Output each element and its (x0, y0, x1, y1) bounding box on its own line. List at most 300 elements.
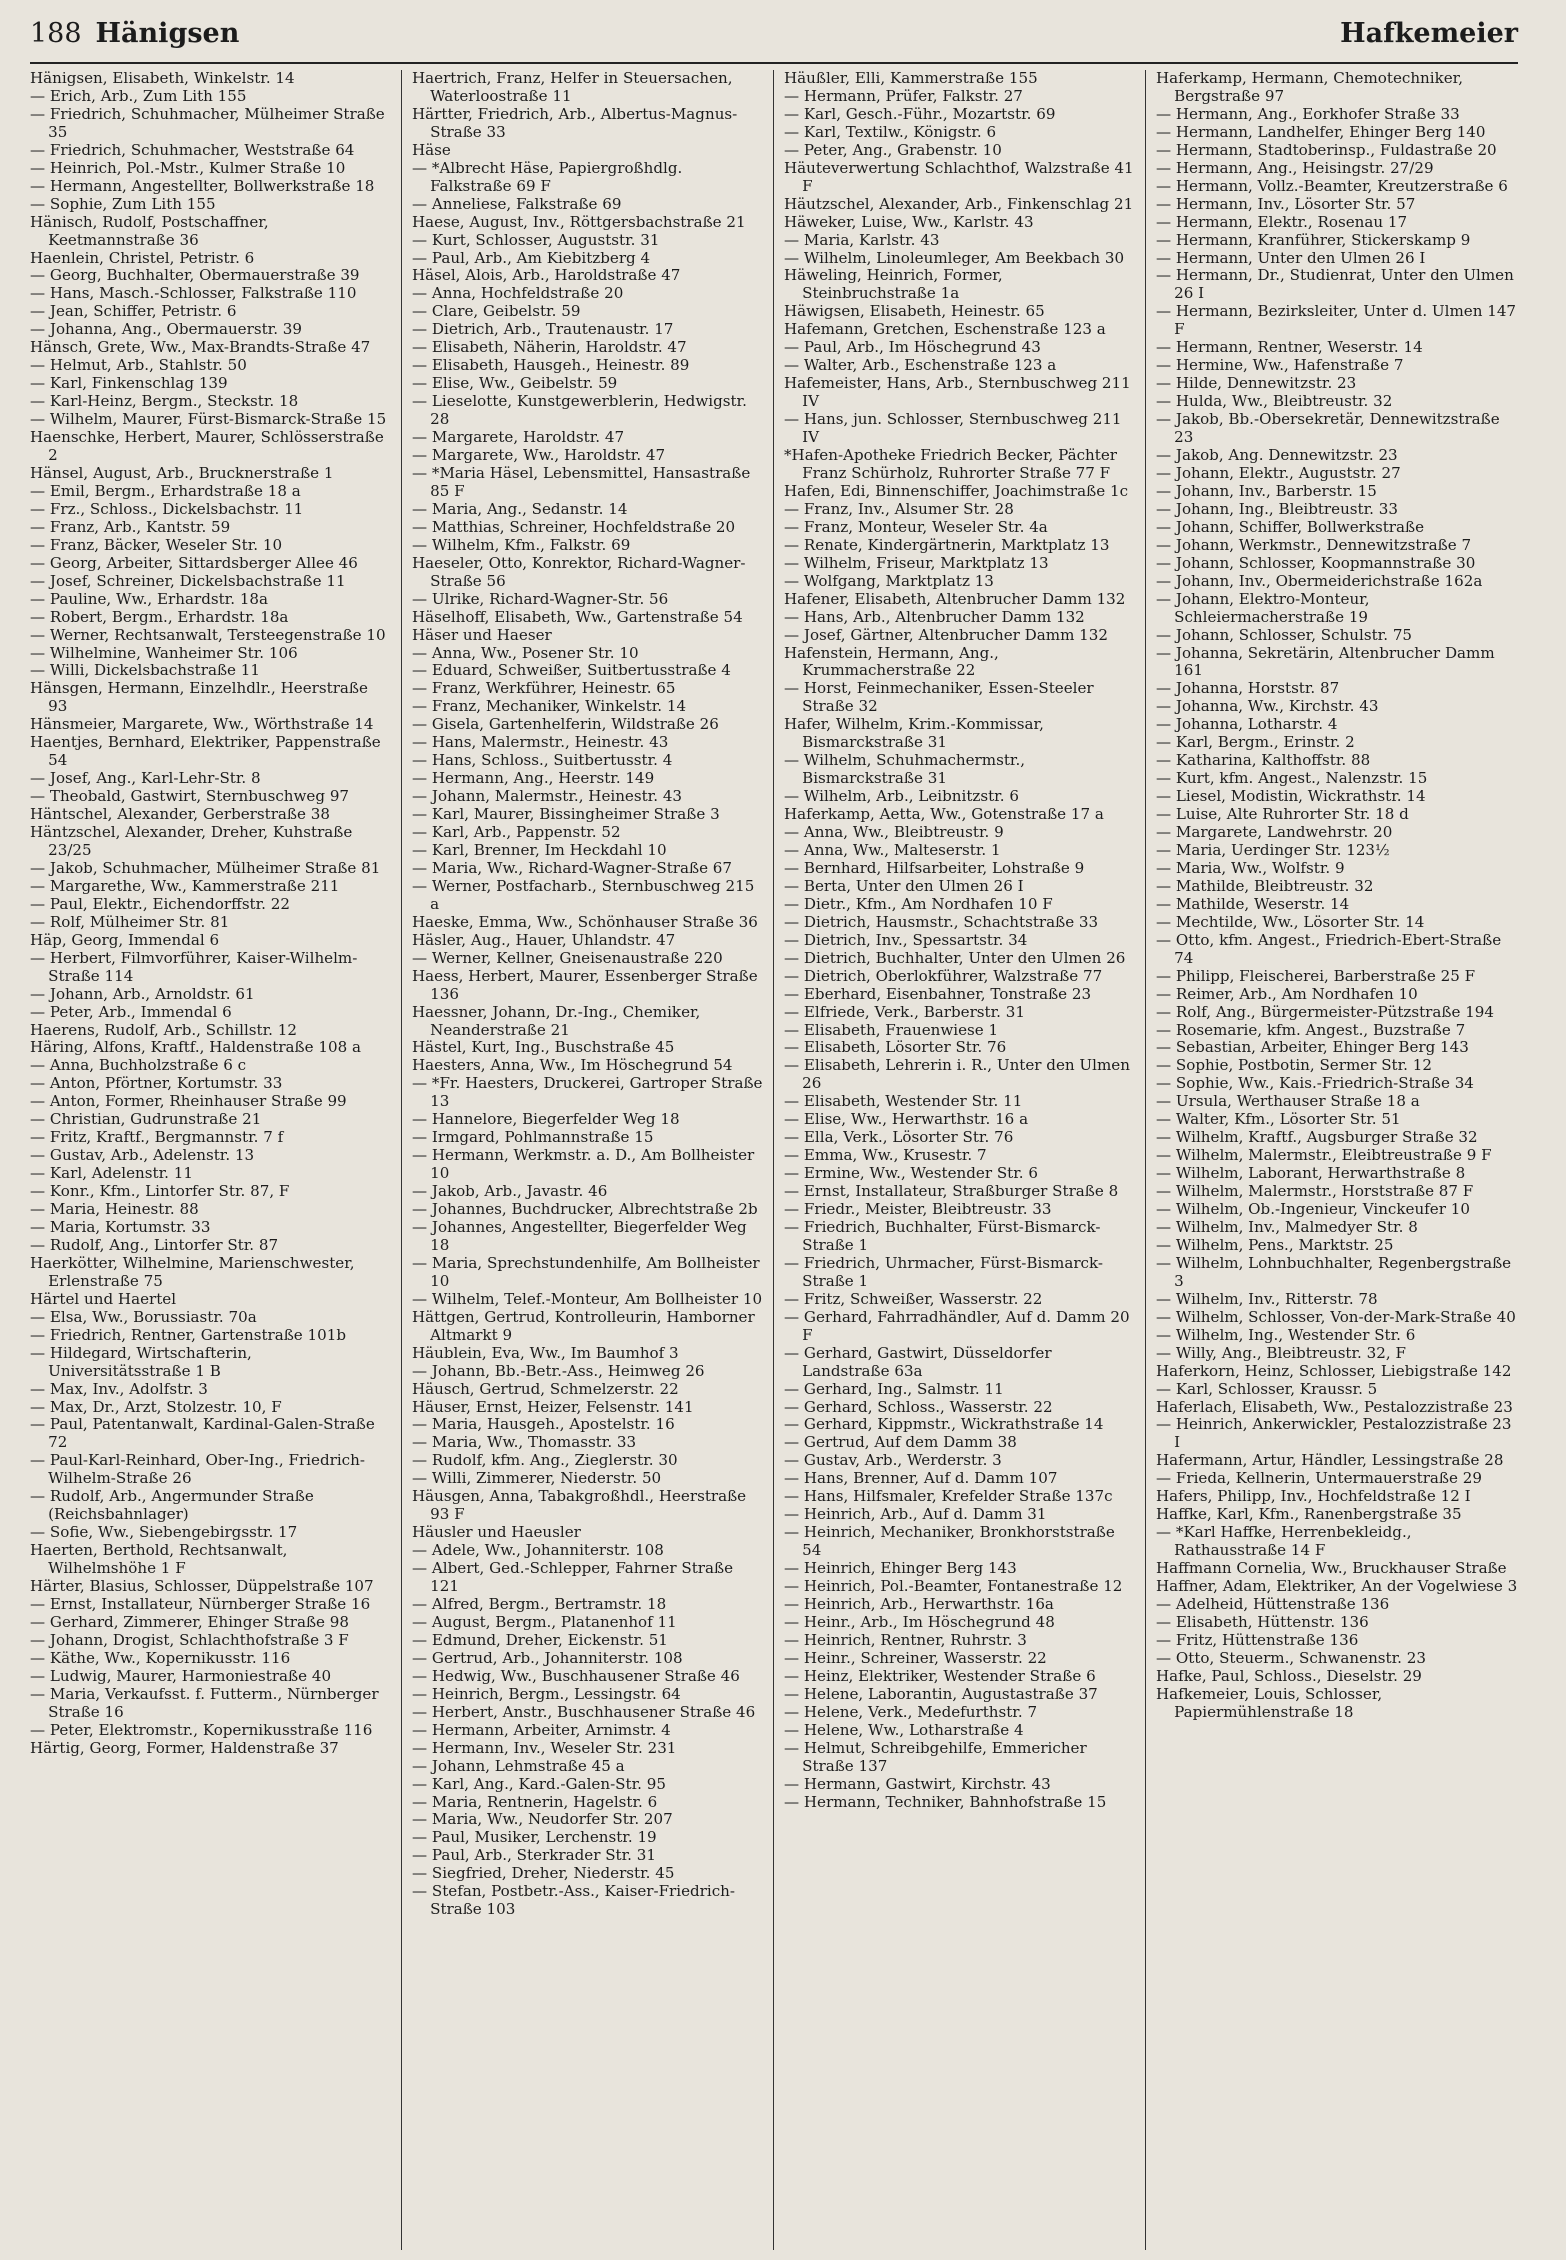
directory-entry: — Karl, Schlosser, Kraussr. 5 (1156, 1379, 1378, 1398)
directory-entry: — Werner, Kellner, Gneisenaustraße 220 (412, 948, 723, 967)
entry-columns (30, 70, 1518, 2250)
directory-entry: — Anton, Former, Rheinhauser Straße 99 (30, 1092, 347, 1111)
directory-entry: — Karl, Finkenschlag 139 (30, 374, 228, 393)
directory-entry: — Josef, Gärtner, Altenbrucher Damm 132 (784, 625, 1108, 644)
directory-entry: Häring, Alfons, Kraftf., Haldenstraße 108 a (30, 1038, 361, 1057)
directory-entry: — Willi, Dickelsbachstraße 11 (30, 661, 260, 680)
directory-entry: — Johann, Inv., Barberstr. 15 (1156, 481, 1377, 500)
directory-entry: — Wolfgang, Marktplatz 13 (784, 571, 994, 590)
directory-entry: — Gerhard, Schloss., Wasserstr. 22 (784, 1397, 1053, 1416)
directory-entry: Haferkamp, Aetta, Ww., Gotenstraße 17 a (784, 805, 1104, 824)
directory-entry: — Otto, kfm. Angest., Friedrich-Ebert-Straße 74 (1156, 930, 1502, 967)
directory-entry: — Paul, Arb., Im Höschegrund 43 (784, 338, 1041, 357)
directory-entry: — Josef, Schreiner, Dickelsbachstraße 11 (30, 571, 346, 590)
directory-entry: — Hermann, Techniker, Bahnhofstraße 15 (784, 1792, 1107, 1811)
directory-entry: — Maria, Karlstr. 43 (784, 230, 940, 249)
directory-entry: — Wilhelm, Laborant, Herwarthstraße 8 (1156, 1164, 1466, 1183)
directory-entry: — Hermann, Bezirksleiter, Unter d. Ulmen 147 F (1156, 302, 1517, 339)
directory-entry: — Adelheid, Hüttenstraße 136 (1156, 1595, 1390, 1614)
directory-entry: — Rudolf, Arb., Angermunder Straße (Reichsbahnlager) (30, 1487, 314, 1524)
directory-entry: — Maria, Heinestr. 88 (30, 1200, 199, 1219)
directory-entry: Hafen, Edi, Binnenschiffer, Joachimstraße 1c (784, 481, 1129, 500)
directory-entry: — Elise, Ww., Herwarthstr. 16 a (784, 1110, 1029, 1129)
directory-entry: — Johann, Bb.-Betr.-Ass., Heimweg 26 (412, 1361, 705, 1380)
directory-entry: — Anneliese, Falkstraße 69 (412, 194, 622, 213)
directory-entry: — Karl-Heinz, Bergm., Steckstr. 18 (30, 392, 299, 411)
directory-entry: Häselhoff, Elisabeth, Ww., Gartenstraße 54 (412, 607, 743, 626)
directory-entry: — Max, Dr., Arzt, Stolzestr. 10, F (30, 1397, 282, 1416)
directory-entry: — Paul, Arb., Am Kiebitzberg 4 (412, 248, 651, 267)
directory-entry: — Hulda, Ww., Bleibtreustr. 32 (1156, 392, 1393, 411)
directory-entry: Haenschke, Herbert, Maurer, Schlösserstraße 2 (30, 428, 384, 465)
directory-entry: — Rosemarie, kfm. Angest., Buzstraße 7 (1156, 1020, 1466, 1039)
directory-entry: — Karl, Bergm., Erinstr. 2 (1156, 733, 1355, 752)
directory-entry: — Wilhelm, Schuhmachermstr., Bismarckstraße 31 (784, 751, 1026, 788)
directory-entry: — Emil, Bergm., Erhardstraße 18 a (30, 481, 301, 500)
directory-entry: — Sophie, Ww., Kais.-Friedrich-Straße 34 (1156, 1074, 1474, 1093)
directory-entry: Häuser, Ernst, Heizer, Felsenstr. 141 (412, 1397, 694, 1416)
directory-entry: — Heinrich, Arb., Herwarthstr. 16a (784, 1595, 1054, 1614)
directory-entry: Haess, Herbert, Maurer, Essenberger Straße 136 (412, 966, 758, 1003)
directory-entry: — Peter, Elektromstr., Kopernikusstraße 116 (30, 1720, 373, 1739)
directory-entry: — Sebastian, Arbeiter, Ehinger Berg 143 (1156, 1038, 1469, 1057)
directory-entry: — Franz, Arb., Kantstr. 59 (30, 517, 231, 536)
directory-entry: — Erich, Arb., Zum Lith 155 (30, 86, 247, 105)
directory-entry: Haesters, Anna, Ww., Im Höschegrund 54 (412, 1056, 733, 1075)
directory-entry: — Luise, Alte Ruhrorter Str. 18 d (1156, 805, 1409, 824)
directory-entry: Haferkamp, Hermann, Chemotechniker, Bergstraße 97 (1156, 70, 1464, 105)
directory-entry: — Karl, Textilw., Königstr. 6 (784, 122, 997, 141)
directory-entry: Hafemann, Gretchen, Eschenstraße 123 a (784, 320, 1106, 339)
left-running-head: Hänigsen (95, 18, 240, 49)
directory-entry: — Johann, Werkmstr., Dennewitzstraße 7 (1156, 535, 1472, 554)
directory-entry: — Hermann, Ang., Heisingstr. 27/29 (1156, 158, 1434, 177)
directory-entry: — Peter, Ang., Grabenstr. 10 (784, 140, 1002, 159)
directory-entry: — Christian, Gudrunstraße 21 (30, 1110, 262, 1129)
directory-entry: — Herbert, Anstr., Buschhausener Straße 46 (412, 1702, 756, 1721)
directory-entry: — Rolf, Ang., Bürgermeister-Pützstraße 194 (1156, 1002, 1495, 1021)
directory-entry: — Gerhard, Zimmerer, Ehinger Straße 98 (30, 1612, 349, 1631)
column-3 (774, 70, 1146, 2250)
directory-entry: Haese, August, Inv., Röttgersbachstraße 21 (412, 212, 746, 231)
directory-entry: Haffke, Karl, Kfm., Ranenbergstraße 35 (1156, 1505, 1462, 1524)
column-2 (402, 70, 774, 2250)
directory-entry: — Jakob, Bb.-Obersekretär, Dennewitzstraße 23 (1156, 410, 1500, 447)
directory-entry: — Anna, Ww., Posener Str. 10 (412, 643, 639, 662)
directory-entry: — Frz., Schloss., Dickelsbachstr. 11 (30, 499, 304, 518)
directory-entry: — Heinrich, Pol.-Beamter, Fontanestraße 12 (784, 1577, 1123, 1596)
directory-entry: — Mathilde, Weserstr. 14 (1156, 894, 1350, 913)
directory-entry: — Karl, Adelenstr. 11 (30, 1164, 193, 1183)
directory-entry: — Rolf, Mülheimer Str. 81 (30, 912, 230, 931)
directory-entry: — Maria, Verkaufsst. f. Futterm., Nürnberger Straße 16 (30, 1684, 379, 1721)
directory-entry: — Hans, Arb., Altenbrucher Damm 132 (784, 607, 1085, 626)
directory-entry: — Helmut, Schreibgehilfe, Emmericher Straße 137 (784, 1738, 1087, 1775)
directory-entry: — August, Bergm., Platanenhof 11 (412, 1612, 677, 1631)
directory-entry: — Edmund, Dreher, Eickenstr. 51 (412, 1630, 668, 1649)
column-1 (30, 70, 402, 2250)
directory-entry: — Johann, Inv., Obermeiderichstraße 162a (1156, 571, 1483, 590)
directory-entry: — Helene, Laborantin, Augustastraße 37 (784, 1684, 1098, 1703)
directory-entry: — Paul-Karl-Reinhard, Ober-Ing., Friedrich-Wilhelm-Straße 26 (30, 1451, 365, 1488)
directory-entry: — Wilhelm, Inv., Malmedyer Str. 8 (1156, 1218, 1418, 1236)
directory-entry: — Kurt, kfm. Angest., Nalenzstr. 15 (1156, 769, 1428, 788)
directory-entry: — Herbert, Filmvorführer, Kaiser-Wilhelm-Straße 114 (30, 948, 358, 985)
directory-entry: Häntschel, Alexander, Gerberstraße 38 (30, 805, 330, 824)
directory-entry: — Hermann, Unter den Ulmen 26 I (1156, 248, 1426, 267)
directory-entry: — Gerhard, Ing., Salmstr. 11 (784, 1379, 1004, 1398)
header-left (30, 18, 239, 49)
directory-entry: — Siegfried, Dreher, Niederstr. 45 (412, 1864, 675, 1883)
directory-entry: — Hermann, Inv., Weseler Str. 231 (412, 1738, 677, 1757)
directory-entry: Haffner, Adam, Elektriker, An der Vogelwiese 3 (1156, 1577, 1518, 1596)
directory-entry: — Kurt, Schlosser, Auguststr. 31 (412, 230, 660, 249)
directory-entry: Hänsgen, Hermann, Einzelhdlr., Heerstraße 93 (30, 679, 368, 716)
directory-entry: Haerten, Berthold, Rechtsanwalt, Wilhelmshöhe 1 F (30, 1541, 288, 1578)
directory-entry: — Maria, Ww., Wolfstr. 9 (1156, 858, 1345, 877)
directory-entry: — Rudolf, kfm. Ang., Zieglerstr. 30 (412, 1451, 678, 1470)
directory-entry: Hafermann, Artur, Händler, Lessingstraße 28 (1156, 1451, 1504, 1470)
directory-entry: — Ludwig, Maurer, Harmoniestraße 40 (30, 1666, 332, 1685)
directory-entry: — Franz, Werkführer, Heinestr. 65 (412, 679, 676, 698)
directory-entry: — Heinrich, Ehinger Berg 143 (784, 1559, 1017, 1578)
directory-entry: Hänisch, Rudolf, Postschaffner, Keetmannstraße 36 (30, 212, 269, 249)
directory-entry: Hafemeister, Hans, Arb., Sternbuschweg 211 IV (784, 374, 1131, 411)
directory-entry: — Anna, Ww., Malteserstr. 1 (784, 840, 1001, 859)
directory-entry: — Karl, Arb., Pappenstr. 52 (412, 823, 621, 842)
directory-entry: — Paul, Elektr., Eichendorffstr. 22 (30, 894, 290, 913)
directory-entry: Häweker, Luise, Ww., Karlstr. 43 (784, 212, 1034, 231)
directory-entry: — Hermann, Angestellter, Bollwerkstraße 18 (30, 176, 375, 195)
directory-entry: Härtel und Haertel (30, 1289, 177, 1308)
directory-entry: — Paul, Arb., Sterkrader Str. 31 (412, 1846, 656, 1865)
directory-entry: — Maria, Rentnerin, Hagelstr. 6 (412, 1792, 658, 1811)
directory-entry: — Elisabeth, Näherin, Haroldstr. 47 (412, 338, 687, 357)
directory-entry: Hänsch, Grete, Ww., Max-Brandts-Straße 47 (30, 338, 371, 357)
directory-entry: — Hermann, Vollz.-Beamter, Kreutzerstraße 6 (1156, 176, 1508, 195)
directory-entry: — Lieselotte, Kunstgewerblerin, Hedwigstr. 28 (412, 392, 747, 429)
directory-entry: — Hermann, Kranführer, Stickerskamp 9 (1156, 230, 1471, 249)
directory-entry: — Jakob, Schuhmacher, Mülheimer Straße 81 (30, 858, 381, 877)
directory-entry: — Elisabeth, Lehrerin i. R., Unter den Ulmen 26 (784, 1056, 1130, 1093)
directory-entry: — Ulrike, Richard-Wagner-Str. 56 (412, 589, 669, 608)
directory-entry: — Hans, Hilfsmaler, Krefelder Straße 137c (784, 1487, 1113, 1506)
directory-entry: — Maria, Sprechstundenhilfe, Am Bollheister 10 (412, 1253, 760, 1290)
directory-entry: — Stefan, Postbetr.-Ass., Kaiser-Friedrich-Straße 103 (412, 1882, 735, 1919)
directory-entry: Haferkorn, Heinz, Schlosser, Liebigstraße 142 (1156, 1361, 1512, 1380)
directory-entry: Hafers, Philipp, Inv., Hochfeldstraße 12 I (1156, 1487, 1471, 1506)
directory-entry: Häwigsen, Elisabeth, Heinestr. 65 (784, 302, 1045, 321)
directory-entry: — Sophie, Zum Lith 155 (30, 194, 216, 213)
directory-entry: — Otto, Steuerm., Schwanenstr. 23 (1156, 1648, 1426, 1667)
header-rule (30, 62, 1518, 64)
directory-entry: — Ernst, Installateur, Straßburger Straße 8 (784, 1182, 1119, 1201)
directory-entry: Häusler und Haeusler (412, 1523, 581, 1542)
directory-entry: Häntzschel, Alexander, Dreher, Kuhstraße 23/25 (30, 823, 353, 859)
directory-entry: — Gerhard, Fahrradhändler, Auf d. Damm 20 F (784, 1307, 1130, 1344)
directory-entry: Haerens, Rudolf, Arb., Schillstr. 12 (30, 1020, 297, 1039)
directory-entry: — Robert, Bergm., Erhardstr. 18a (30, 607, 289, 626)
directory-entry: Häsel, Alois, Arb., Haroldstraße 47 (412, 266, 681, 285)
directory-entry: — Fritz, Schweißer, Wasserstr. 22 (784, 1289, 1043, 1308)
directory-entry: — Wilhelm, Ob.-Ingenieur, Vinckeufer 10 (1156, 1200, 1470, 1219)
directory-entry: — Helene, Ww., Lotharstraße 4 (784, 1720, 1024, 1739)
directory-entry: Häp, Georg, Immendal 6 (30, 930, 220, 949)
directory-entry: Hafer, Wilhelm, Krim.-Kommissar, Bismarckstraße 31 (784, 715, 1044, 752)
directory-entry: — Hermann, Ang., Eorkhofer Straße 33 (1156, 104, 1460, 123)
directory-entry: — Johanna, Ang., Obermauerstr. 39 (30, 320, 302, 339)
directory-entry: — Margarete, Landwehrstr. 20 (1156, 823, 1393, 842)
directory-entry: — Elisabeth, Hausgeh., Heinestr. 89 (412, 356, 690, 375)
directory-entry: — Hilde, Dennewitzstr. 23 (1156, 374, 1357, 393)
directory-entry: — Matthias, Schreiner, Hochfeldstraße 20 (412, 517, 736, 536)
directory-entry: — Horst, Feinmechaniker, Essen-Steeler Straße 32 (784, 679, 1094, 716)
directory-entry: — Theobald, Gastwirt, Sternbuschweg 97 (30, 787, 350, 806)
directory-entry: — Philipp, Fleischerei, Barberstraße 25 F (1156, 966, 1476, 985)
directory-entry: — Wilhelm, Linoleumleger, Am Beekbach 30 (784, 248, 1125, 267)
directory-entry: — Rudolf, Ang., Lintorfer Str. 87 (30, 1235, 279, 1254)
directory-entry: — Wilhelm, Lohnbuchhalter, Regenbergstraße 3 (1156, 1253, 1512, 1290)
directory-entry: — Dietrich, Buchhalter, Unter den Ulmen 26 (784, 948, 1126, 967)
directory-entry: — Karl, Gesch.-Führ., Mozartstr. 69 (784, 104, 1056, 123)
directory-entry: — Hermann, Gastwirt, Kirchstr. 43 (784, 1774, 1051, 1793)
directory-entry: Haeske, Emma, Ww., Schönhauser Straße 36 (412, 912, 758, 931)
directory-entry: — Walter, Kfm., Lösorter Str. 51 (1156, 1110, 1401, 1129)
directory-entry: — Maria, Ww., Richard-Wagner-Straße 67 (412, 858, 733, 877)
directory-entry: — Gertrud, Arb., Johanniterstr. 108 (412, 1648, 683, 1667)
directory-entry: — Hans, Malermstr., Heinestr. 43 (412, 733, 669, 752)
directory-entry: Hänsel, August, Arb., Brucknerstraße 1 (30, 463, 334, 482)
directory-entry: Häutzschel, Alexander, Arb., Finkenschlag 21 (784, 194, 1134, 213)
directory-entry: — Dietrich, Arb., Trautenaustr. 17 (412, 320, 674, 339)
directory-entry: — Paul, Patentanwalt, Kardinal-Galen-Straße 72 (30, 1415, 375, 1452)
directory-entry: — Paul, Musiker, Lerchenstr. 19 (412, 1828, 657, 1847)
directory-entry: — *Karl Haffke, Herrenbekleidg., Rathausstraße 14 F (1156, 1523, 1412, 1560)
directory-entry: — Albert, Ged.-Schlepper, Fahrner Straße 121 (412, 1559, 734, 1596)
directory-entry: — Hermann, Werkmstr. a. D., Am Bollheister 10 (412, 1146, 755, 1183)
directory-entry: Hänsmeier, Margarete, Ww., Wörthstraße 14 (30, 715, 374, 734)
directory-entry: *Hafen-Apotheke Friedrich Becker, Pächter Franz Schürholz, Ruhrorter Straße 77 F (784, 446, 1117, 482)
directory-entry: — Liesel, Modistin, Wickrathstr. 14 (1156, 787, 1426, 806)
directory-entry: — Gerhard, Gastwirt, Düsseldorfer Landstraße 63a (784, 1343, 1052, 1380)
directory-entry: — Hermann, Ang., Heerstr. 149 (412, 769, 655, 788)
directory-entry: — Franz, Bäcker, Weseler Str. 10 (30, 535, 283, 554)
directory-entry: — *Albrecht Häse, Papiergroßhdlg. Falkstraße 69 F (412, 158, 683, 195)
directory-entry: — Friedrich, Schuhmacher, Mülheimer Straße 35 (30, 104, 385, 141)
directory-entry: — Johann, Elektro-Monteur, Schleiermacherstraße 19 (1156, 589, 1370, 626)
directory-entry: Häußler, Elli, Kammerstraße 155 (784, 70, 1038, 87)
directory-entry: — Konr., Kfm., Lintorfer Str. 87, F (30, 1182, 290, 1201)
directory-entry: — Hermann, Landhelfer, Ehinger Berg 140 (1156, 122, 1486, 141)
directory-entry: — Dietrich, Oberlokführer, Walzstraße 77 (784, 966, 1103, 985)
directory-entry: — Johannes, Angestellter, Biegerfelder Weg 18 (412, 1218, 747, 1254)
directory-entry: — Elise, Ww., Geibelstr. 59 (412, 374, 618, 393)
directory-entry: — Friedrich, Buchhalter, Fürst-Bismarck-Straße 1 (784, 1218, 1101, 1254)
directory-entry: — Hermann, Dr., Studienrat, Unter den Ulmen 26 I (1156, 266, 1514, 303)
directory-entry: — Willy, Ang., Bleibtreustr. 32, F (1156, 1343, 1406, 1362)
directory-entry: Häweling, Heinrich, Former, Steinbruchstraße 1a (784, 266, 1003, 303)
directory-entry: — Anna, Buchholzstraße 6 c (30, 1056, 247, 1075)
directory-entry: Hänigsen, Elisabeth, Winkelstr. 14 (30, 70, 295, 87)
directory-entry: — Jakob, Arb., Javastr. 46 (412, 1182, 608, 1201)
directory-entry: Haffmann Cornelia, Ww., Bruckhauser Straße (1156, 1559, 1507, 1578)
directory-entry: Haessner, Johann, Dr.-Ing., Chemiker, Neanderstraße 21 (412, 1002, 701, 1039)
directory-entry: — Hans, Masch.-Schlosser, Falkstraße 110 (30, 284, 357, 303)
directory-entry: — Wilhelm, Malermstr., Horststraße 87 F (1156, 1182, 1474, 1201)
directory-entry: — Maria, Uerdinger Str. 123½ (1156, 840, 1390, 859)
directory-entry: — Elisabeth, Hüttenstr. 136 (1156, 1612, 1369, 1631)
directory-entry: — Wilhelm, Malermstr., Eleibtreustraße 9 F (1156, 1146, 1492, 1165)
directory-entry: Häser und Haeser (412, 625, 552, 644)
directory-entry: — Elsa, Ww., Borussiastr. 70a (30, 1307, 257, 1326)
directory-entry: — Helene, Verk., Medefurthstr. 7 (784, 1702, 1038, 1721)
directory-entry: — Hans, Brenner, Auf d. Damm 107 (784, 1469, 1058, 1488)
directory-entry: — Elisabeth, Frauenwiese 1 (784, 1020, 999, 1039)
directory-entry: — Hans, Schloss., Suitbertusstr. 4 (412, 751, 673, 770)
directory-entry: — Hermann, Rentner, Weserstr. 14 (1156, 338, 1423, 357)
directory-entry: — Bernhard, Hilfsarbeiter, Lohstraße 9 (784, 858, 1085, 877)
directory-entry: — Dietrich, Hausmstr., Schachtstraße 33 (784, 912, 1099, 931)
directory-entry: — Eberhard, Eisenbahner, Tonstraße 23 (784, 984, 1092, 1003)
directory-entry: — Hans, jun. Schlosser, Sternbuschweg 211 IV (784, 410, 1122, 447)
directory-entry: Häublein, Eva, Ww., Im Baumhof 3 (412, 1343, 679, 1362)
directory-entry: — Wilhelm, Kraftf., Augsburger Straße 32 (1156, 1128, 1478, 1147)
directory-entry: — Gerhard, Kippmstr., Wickrathstraße 14 (784, 1415, 1104, 1434)
directory-entry: Häusgen, Anna, Tabakgroßhdl., Heerstraße 93 F (412, 1487, 747, 1524)
directory-entry: — Wilhelm, Pens., Marktstr. 25 (1156, 1235, 1394, 1254)
directory-entry: — Jakob, Ang. Dennewitzstr. 23 (1156, 446, 1398, 465)
directory-entry: Haerkötter, Wilhelmine, Marienschwester, Erlenstraße 75 (30, 1253, 355, 1290)
directory-entry: Hafkemeier, Louis, Schlosser, Papiermühlenstraße 18 (1156, 1684, 1383, 1721)
directory-entry: — Fritz, Hüttenstraße 136 (1156, 1630, 1359, 1649)
directory-entry: — Franz, Monteur, Weseler Str. 4a (784, 517, 1048, 536)
directory-entry: — Gustav, Arb., Adelenstr. 13 (30, 1146, 255, 1165)
directory-entry: — Maria, Kortumstr. 33 (30, 1218, 211, 1236)
directory-entry: — Karl, Maurer, Bissingheimer Straße 3 (412, 805, 720, 824)
directory-entry: — Anna, Ww., Bleibtreustr. 9 (784, 823, 1004, 842)
directory-entry: — Franz, Inv., Alsumer Str. 28 (784, 499, 1014, 518)
right-running-head: Hafkemeier (1340, 18, 1518, 49)
directory-entry: — Johann, Ing., Bleibtreustr. 33 (1156, 499, 1398, 518)
directory-entry: — Jean, Schiffer, Petristr. 6 (30, 302, 237, 321)
directory-entry: — *Fr. Haesters, Druckerei, Gartroper Straße 13 (412, 1074, 763, 1111)
directory-entry: — Mathilde, Bleibtreustr. 32 (1156, 876, 1374, 895)
directory-entry: — Johann, Schlosser, Koopmannstraße 30 (1156, 553, 1476, 572)
directory-entry: Haeseler, Otto, Konrektor, Richard-Wagner-Straße 56 (412, 553, 746, 590)
directory-entry: — Alfred, Bergm., Bertramstr. 18 (412, 1595, 667, 1614)
directory-entry: — Johann, Malermstr., Heinestr. 43 (412, 787, 683, 806)
directory-entry: — Wilhelm, Maurer, Fürst-Bismarck-Straße 15 (30, 410, 387, 429)
directory-entry: — Sofie, Ww., Siebengebirgsstr. 17 (30, 1523, 298, 1542)
directory-entry: — Fritz, Kraftf., Bergmannstr. 7 f (30, 1128, 284, 1147)
directory-entry: — Georg, Arbeiter, Sittardsberger Allee 46 (30, 553, 358, 572)
directory-entry: — Maria, Ww., Neudorfer Str. 207 (412, 1810, 673, 1829)
directory-entry: — Johanna, Lotharstr. 4 (1156, 715, 1338, 734)
directory-entry: — Johanna, Sekretärin, Altenbrucher Damm 161 (1156, 643, 1495, 680)
directory-entry: — Heinz, Elektriker, Westender Straße 6 (784, 1666, 1096, 1685)
directory-entry: — Käthe, Ww., Kopernikusstr. 116 (30, 1648, 291, 1667)
directory-entry: — Margarethe, Ww., Kammerstraße 211 (30, 876, 340, 895)
directory-entry: — Gisela, Gartenhelferin, Wildstraße 26 (412, 715, 719, 734)
directory-entry: — Ermine, Ww., Westender Str. 6 (784, 1164, 1038, 1183)
directory-entry: — Hermann, Inv., Lösorter Str. 57 (1156, 194, 1416, 213)
directory-entry: — Hermann, Elektr., Rosenau 17 (1156, 212, 1408, 231)
directory-entry: — Margarete, Ww., Haroldstr. 47 (412, 446, 666, 465)
directory-entry: Häuteverwertung Schlachthof, Walzstraße 41 F (784, 158, 1134, 195)
directory-entry: — Berta, Unter den Ulmen 26 I (784, 876, 1024, 895)
directory-entry: — Wilhelm, Arb., Leibnitzstr. 6 (784, 787, 1019, 806)
directory-entry: Haentjes, Bernhard, Elektriker, Pappenstraße 54 (30, 733, 381, 770)
directory-entry: — Irmgard, Pohlmannstraße 15 (412, 1128, 654, 1147)
page-number: 188 (30, 18, 82, 49)
directory-entry: — Hedwig, Ww., Buschhausener Straße 46 (412, 1666, 740, 1685)
directory-entry: — Eduard, Schweißer, Suitbertusstraße 4 (412, 661, 731, 680)
directory-entry: — Johann, Elektr., Auguststr. 27 (1156, 463, 1401, 482)
directory-entry: — Friedrich, Schuhmacher, Weststraße 64 (30, 140, 355, 159)
directory-entry: — Wilhelm, Friseur, Marktplatz 13 (784, 553, 1049, 572)
directory-entry: — Karl, Ang., Kard.-Galen-Str. 95 (412, 1774, 666, 1793)
directory-entry: — Anna, Hochfeldstraße 20 (412, 284, 624, 303)
directory-entry: — Hildegard, Wirtschafterin, Universitätsstraße 1 B (30, 1343, 252, 1380)
directory-entry: — Dietr., Kfm., Am Nordhafen 10 F (784, 894, 1053, 913)
directory-entry: — Elisabeth, Westender Str. 11 (784, 1092, 1023, 1111)
directory-entry: — Elisabeth, Lösorter Str. 76 (784, 1038, 1007, 1057)
directory-entry: — Ursula, Werthauser Straße 18 a (1156, 1092, 1420, 1111)
directory-entry: — Hermann, Stadtoberinsp., Fuldastraße 20 (1156, 140, 1497, 159)
directory-entry: Haenlein, Christel, Petristr. 6 (30, 248, 255, 267)
directory-entry: — Georg, Buchhalter, Obermauerstraße 39 (30, 266, 360, 285)
directory-entry: — Elfriede, Verk., Barberstr. 31 (784, 1002, 1025, 1021)
directory-entry: — Anton, Pförtner, Kortumstr. 33 (30, 1074, 283, 1093)
directory-entry: — Franz, Mechaniker, Winkelstr. 14 (412, 697, 687, 716)
directory-entry: — Werner, Postfacharb., Sternbuschweg 215 a (412, 876, 755, 913)
directory-entry: — Johannes, Buchdrucker, Albrechtstraße 2b (412, 1200, 758, 1219)
directory-entry: — Maria, Ww., Thomasstr. 33 (412, 1433, 637, 1452)
directory-entry: — Clare, Geibelstr. 59 (412, 302, 581, 321)
directory-entry: — Pauline, Ww., Erhardstr. 18a (30, 589, 269, 608)
directory-entry: — Dietrich, Inv., Spessartstr. 34 (784, 930, 1028, 949)
directory-entry: — Johanna, Ww., Kirchstr. 43 (1156, 697, 1379, 716)
directory-entry: — Heinr., Arb., Im Höschegrund 48 (784, 1612, 1055, 1631)
directory-entry: — Frieda, Kellnerin, Untermauerstraße 29 (1156, 1469, 1482, 1488)
directory-entry: — Renate, Kindergärtnerin, Marktplatz 13 (784, 535, 1110, 554)
directory-entry: — Heinrich, Rentner, Ruhrstr. 3 (784, 1630, 1027, 1649)
directory-entry: Härtig, Georg, Former, Haldenstraße 37 (30, 1738, 339, 1757)
directory-entry: — Mechtilde, Ww., Lösorter Str. 14 (1156, 912, 1425, 931)
directory-entry: Härter, Blasius, Schlosser, Düppelstraße 107 (30, 1577, 374, 1596)
directory-entry: — Heinrich, Pol.-Mstr., Kulmer Straße 10 (30, 158, 346, 177)
directory-entry: — Max, Inv., Adolfstr. 3 (30, 1379, 208, 1398)
directory-entry: — Peter, Arb., Immendal 6 (30, 1002, 232, 1021)
directory-entry: — Hermine, Ww., Hafenstraße 7 (1156, 356, 1404, 375)
directory-entry: — Willi, Zimmerer, Niederstr. 50 (412, 1469, 662, 1488)
directory-entry: — Maria, Hausgeh., Apostelstr. 16 (412, 1415, 675, 1434)
directory-entry: — Heinrich, Bergm., Lessingstr. 64 (412, 1684, 681, 1703)
directory-entry: — Josef, Ang., Karl-Lehr-Str. 8 (30, 769, 261, 788)
directory-entry: — Helmut, Arb., Stahlstr. 50 (30, 356, 247, 375)
directory-entry: — Heinrich, Arb., Auf d. Damm 31 (784, 1505, 1047, 1524)
directory-entry: — Adele, Ww., Johanniterstr. 108 (412, 1541, 664, 1560)
directory-entry: — Johann, Lehmstraße 45 a (412, 1756, 625, 1775)
directory-entry: — Johanna, Horststr. 87 (1156, 679, 1340, 698)
directory-entry: — Johann, Schlosser, Schulstr. 75 (1156, 625, 1413, 644)
directory-entry: — Wilhelm, Ing., Westender Str. 6 (1156, 1325, 1416, 1344)
directory-entry: Hafke, Paul, Schloss., Dieselstr. 29 (1156, 1666, 1422, 1685)
directory-entry: Haertrich, Franz, Helfer in Steuersachen, Waterloostraße 11 (412, 70, 733, 105)
directory-entry: — Walter, Arb., Eschenstraße 123 a (784, 356, 1057, 375)
directory-entry: — Johann, Drogist, Schlachthofstraße 3 F (30, 1630, 349, 1649)
directory-entry: — Wilhelmine, Wanheimer Str. 106 (30, 643, 298, 662)
